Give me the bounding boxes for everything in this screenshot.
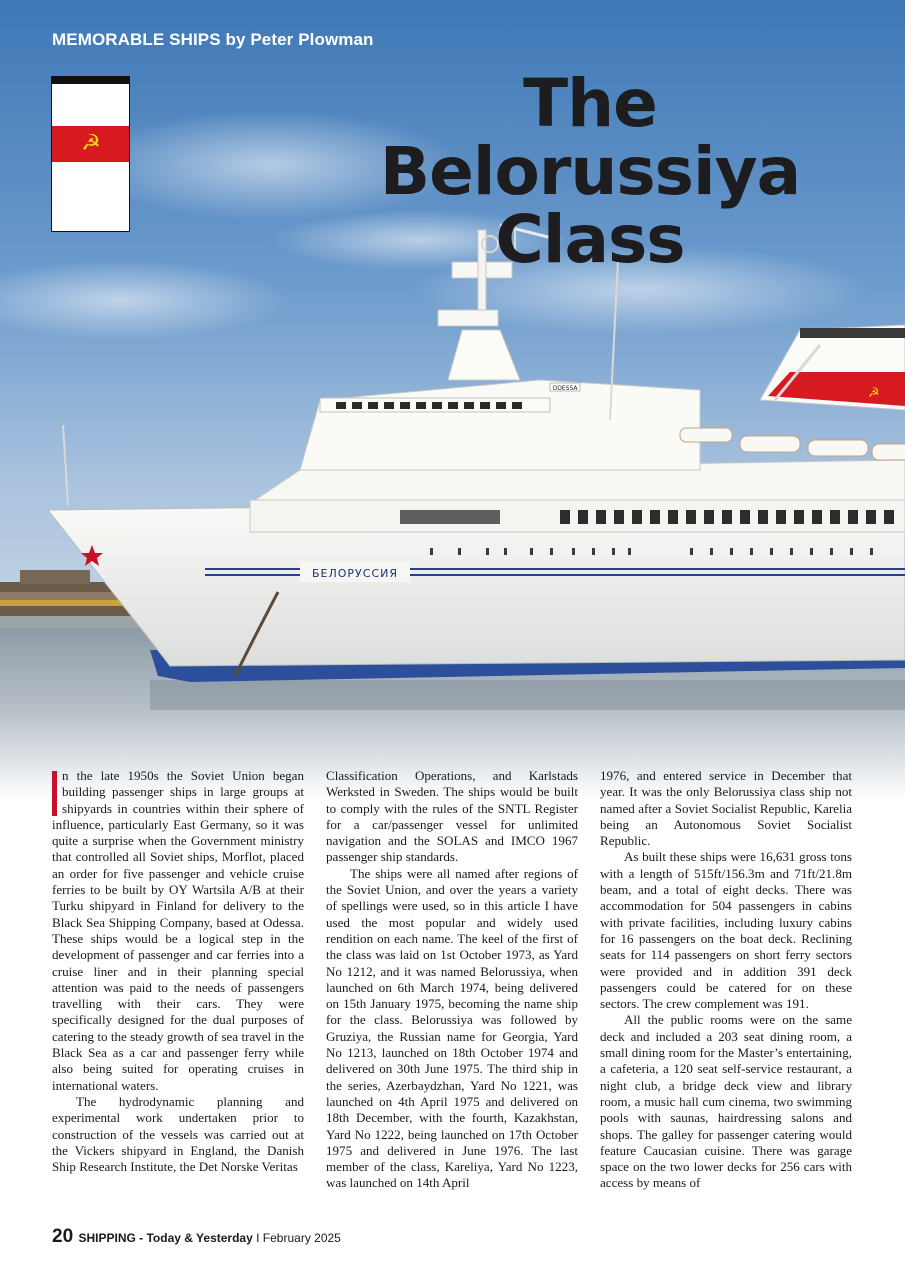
svg-text:☭: ☭ (868, 386, 880, 401)
article-title-line-2: Class (495, 201, 685, 278)
paragraph: All the public rooms were on the same deck and included a 203 seat dining room, a small dining room for the Master’s entertaining, a cafeteria, a 120 seat self-service restaurant, a night club, a bridge deck view and library room, a music hall cum cinema, two swimming pools with saunas, hairdressing salons and shops. The galley for passenger catering would feature Caucasian cuisine. There was garage space on the two lower decks for 256 cars with access by means of (600, 1012, 852, 1191)
page-number: 20 (52, 1226, 74, 1247)
article-body (52, 768, 852, 1206)
magazine-name: SHIPPING - Today & Yesterday (78, 1231, 253, 1245)
article-title (310, 65, 870, 278)
issue-date: February 2025 (262, 1231, 341, 1245)
hammer-sickle-icon: ☭ (81, 131, 101, 156)
soviet-merchant-flag (51, 76, 130, 232)
text-column-2 (326, 768, 578, 1206)
paragraph (52, 768, 304, 1094)
hull-name-text: БЕЛОРУССИЯ (312, 567, 398, 580)
footer-separator: I (256, 1231, 260, 1245)
paragraph: The ships were all named after regions of the Soviet Union, and over the years a variety of spellings were used, so in this article I have used the most popular and widely used rendition on each name. The keel of the first of the class was laid on 1st October 1973, as Yard No 1212, and it was named Belorussiya, when launched on 6th March 1974, being delivered on 15th January 1975, becoming the name ship for the class. Belorussiya was followed by Gruziya, the Russian name for Georgia, Yard No 1213, launched on 18th October 1974 and delivered on 30th June 1975. The third ship in the series, Azerbaydzhan, Yard No 1221, was launched on 4th April 1975 and delivered on 18th December, with the fourth, Kazakhstan, Yard No 1222, being launched on 17th October 1975 and delivered in June 1976. The last member of the class, Kareliya, Yard No 1223, was launched on 14th April (326, 865, 578, 1191)
flag-top-band (52, 77, 129, 84)
article-title-line-1: The Belorussiya (379, 65, 801, 210)
paragraph: The hydrodynamic planning and experimental work undertaken prior to construction of the vessels was carried out at the Vickers shipyard in England, the Danish Ship Research Institute, the Det Norske Veritas (52, 1093, 304, 1175)
text-column-3 (600, 768, 852, 1206)
series-byline: MEMORABLE SHIPS by Peter Plowman (52, 30, 374, 49)
paragraph: Classification Operations, and Karlstads Werksted in Sweden. The ships would be built to comply with the rules of the SNTL Register for a car/passenger vessel for unlimited navigation and the SOLAS and IMCO 1967 passenger ship standards. (326, 768, 578, 865)
text-column-1 (52, 768, 304, 1206)
paragraph-text: n the late 1950s the Soviet Union began building passenger ships in large groups at shipyards in countries within their sphere of influence, particularly East Germany, so it was quite a surprise when the Government ministry that controlled all Soviet ships, Morflot, placed an order for five passenger and vehicle cruise ferries to be built by OY Wartsila A/B at their Turku shipyard in Finland for delivery to the Black Sea Shipping Company, based at Odessa. These ships would be a logical step in the development of passenger and car ferries into a cruise liner and in their planning special attention was paid to the needs of passengers travelling with their cars. They were specifically designed for the dual purposes of catering to the steady growth of sea travel in the Black Sea as a car and passenger ferry while also being suited for operating cruises in international waters. (52, 768, 304, 1093)
paragraph: 1976, and entered service in December that year. It was the only Belorussiya class ship not named after a Soviet Socialist Republic, Karelia being an Autonomous Soviet Socialist Republic. (600, 768, 852, 849)
drop-cap-bar (52, 771, 57, 816)
page-footer (52, 1226, 341, 1248)
bridge-name-text: ODESSA (552, 385, 578, 392)
paragraph: As built these ships were 16,631 gross tons with a length of 515ft/156.3m and 71ft/21.8m beam, and a total of eight decks. There was accommodation for 504 passengers in cabins with private facilities, including luxury cabins for 16 passengers on the boat deck. Reclining seats for 114 passengers on short ferry sectors were provided and in addition 391 deck passengers could be catered for on these sectors. The crew complement was 191. (600, 849, 852, 1012)
